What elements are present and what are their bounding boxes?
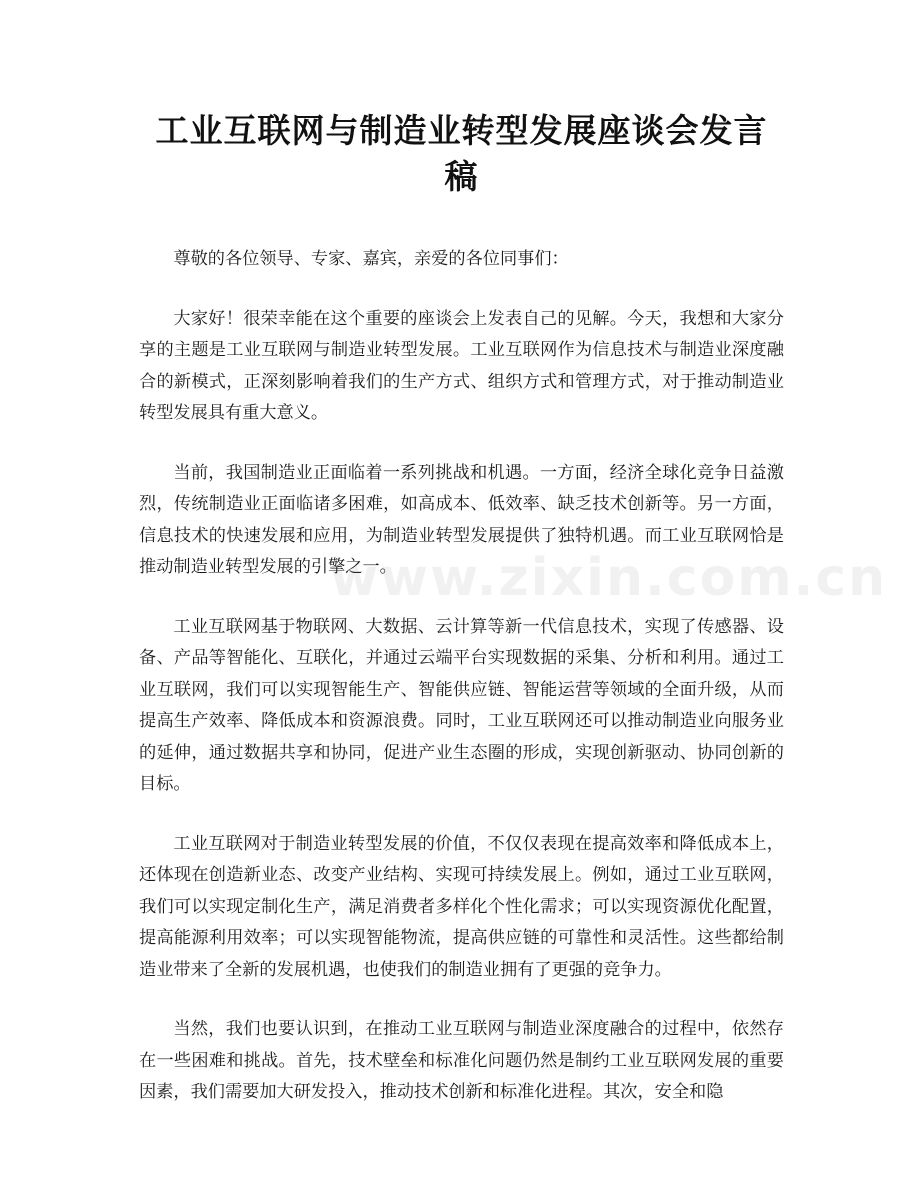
paragraph-salutation: 尊敬的各位领导、专家、嘉宾，亲爱的各位同事们： xyxy=(173,249,569,269)
paragraph-5: 当然，我们也要认识到，在推动工业互联网与制造业深度融合的过程中，依然存在一些困难和挑战。首先，技术壁垒和标准化问题仍然是制约工业互联网发展的重要因素，我们需要加大研发投入，推动技术创新和标准化进程。其次，安全和隐 xyxy=(139,1019,784,1102)
paragraph-4: 工业互联网对于制造业转型发展的价值，不仅仅表现在提高效率和降低成本上，还体现在创造新业态、改变产业结构、实现可持续发展上。例如，通过工业互联网，我们可以实现定制化生产，满足消费者多样化个性化需求；可以实现资源优化配置，提高能源利用效率；可以实现智能物流，提高供应链的可靠性和灵活性。这些都给制造业带来了全新的发展机遇，也使我们的制造业拥有了更强的竞争力。 xyxy=(139,833,784,980)
paragraph-2: 当前，我国制造业正面临着一系列挑战和机遇。一方面，经济全球化竞争日益激烈，传统制造业正面临诸多困难，如高成本、低效率、缺乏技术创新等。另一方面，信息技术的快速发展和应用，为制造业转型发展提供了独特机遇。而工业互联网恰是推动制造业转型发展的引擎之一。 xyxy=(139,462,784,577)
watermark: www.zixin.com.cn xyxy=(330,548,888,608)
paragraph-1: 大家好！很荣幸能在这个重要的座谈会上发表自己的见解。今天，我想和大家分享的主题是工业互联网与制造业转型发展。工业互联网作为信息技术与制造业深度融合的新模式，正深刻影响着我们的生产方式、组织方式和管理方式，对于推动制造业转型发展具有重大意义。 xyxy=(139,308,784,423)
document-title: 工业互联网与制造业转型发展座谈会发言稿 xyxy=(155,111,768,196)
paragraph-3: 工业互联网基于物联网、大数据、云计算等新一代信息技术，实现了传感器、设备、产品等智能化、互联化，并通过云端平台实现数据的采集、分析和利用。通过工业互联网，我们可以实现智能生产、智能供应链、智能运营等领域的全面升级，从而提高生产效率、降低成本和资源浪费。同时，工业互联网还可以推动制造业向服务业的延伸，通过数据共享和协同，促进产业生态圈的形成，实现创新驱动、协同创新的目标。 xyxy=(139,616,784,794)
